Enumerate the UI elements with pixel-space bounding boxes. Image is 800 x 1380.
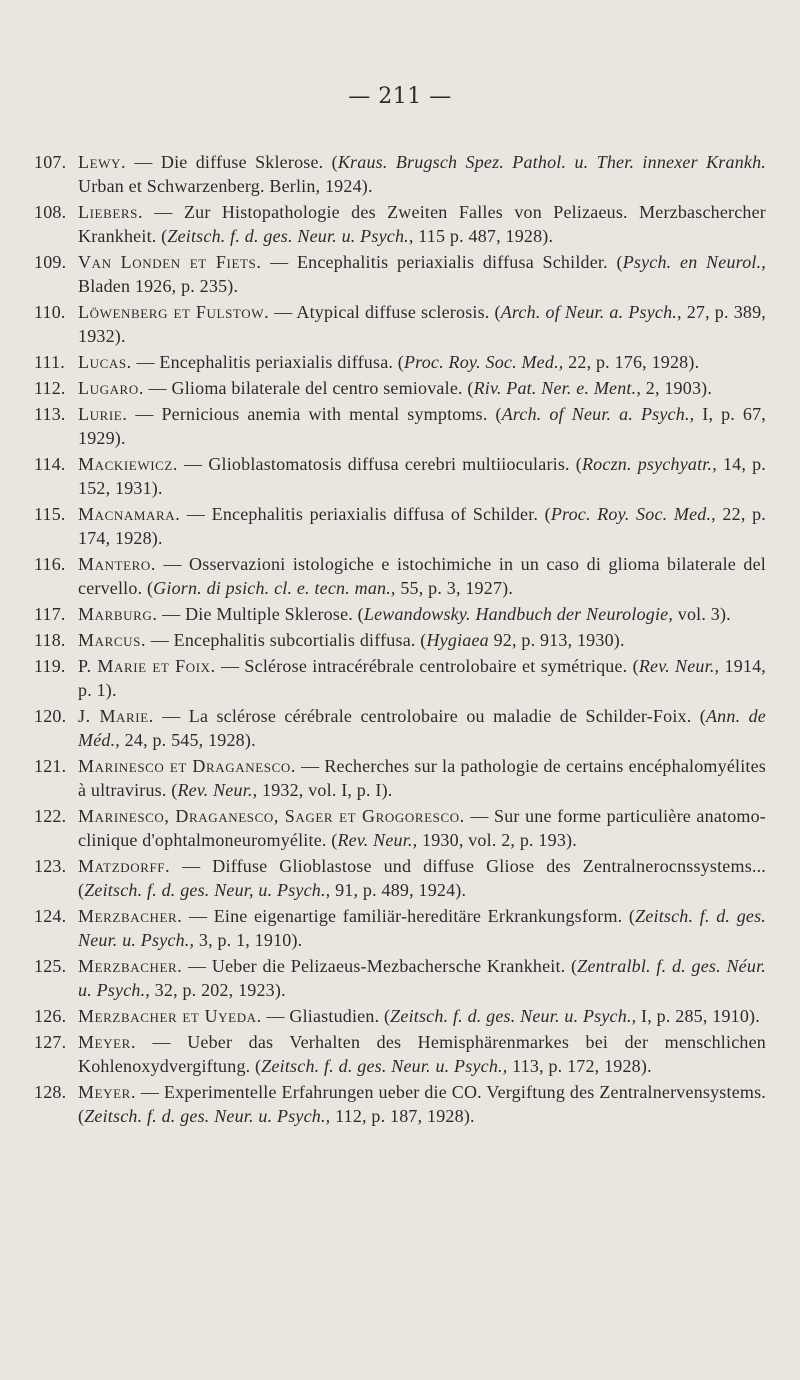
- reference-source: Zeitsch. f. d. ges. Neur. u. Psych.,: [390, 1006, 637, 1026]
- reference-title: — Encephalitis periaxialis diffusa of Schilder. (: [180, 504, 551, 524]
- reference-text: [78, 250, 766, 298]
- reference-author: Marinesco, Draganesco, Sager et Grogoresco.: [78, 806, 465, 826]
- reference-details: vol. 3).: [673, 604, 731, 624]
- reference-number: 118.: [34, 630, 66, 650]
- reference-details: Urban et Schwarzenberg. Berlin, 1924).: [78, 176, 373, 196]
- reference-title: — Experimentelle Erfahrungen ueber die CO. Vergiftung des Zentralnervensystems. (: [78, 1082, 766, 1126]
- reference-author: Mackiewicz.: [78, 454, 179, 474]
- reference-number: 124.: [34, 906, 67, 926]
- reference-number: 125.: [34, 956, 67, 976]
- reference-entry: [34, 954, 766, 1002]
- reference-source: Zeitsch. f. d. ges. Neur. u. Psych.,: [78, 906, 766, 950]
- reference-title: — La sclérose cérébrale centrolobaire ou maladie de Schilder-Foix. (: [153, 706, 706, 726]
- reference-details: I, p. 67, 1929).: [78, 404, 766, 448]
- reference-text: [78, 654, 766, 702]
- reference-number: 108.: [34, 202, 67, 222]
- reference-details: 2, 1903).: [641, 378, 713, 398]
- reference-author: Lurie.: [78, 404, 128, 424]
- reference-source: Giorn. di psich. cl. e. tecn. man.,: [153, 578, 396, 598]
- reference-author: Marcus.: [78, 630, 147, 650]
- reference-source: Ann. de Méd.,: [78, 706, 766, 750]
- reference-entry: [34, 552, 766, 600]
- reference-author: Lugaro.: [78, 378, 144, 398]
- reference-author: Meyer.: [78, 1032, 137, 1052]
- reference-text: [78, 502, 766, 550]
- reference-details: 1932, vol. I, p. I).: [257, 780, 393, 800]
- reference-details: 14, p. 152, 1931).: [78, 454, 766, 498]
- reference-text: [78, 854, 766, 902]
- reference-details: 22, p. 174, 1928).: [78, 504, 766, 548]
- reference-entry: [34, 502, 766, 550]
- reference-title: — Recherches sur la pathologie de certains encéphalomyélites à ultravirus. (: [78, 756, 766, 800]
- reference-author: Merzbacher.: [78, 956, 183, 976]
- reference-source: Proc. Roy. Soc. Med.,: [403, 352, 564, 372]
- reference-source: Lewandowsky. Handbuch der Neurologie,: [363, 604, 674, 624]
- reference-number: 112.: [34, 378, 66, 398]
- reference-number: 110.: [34, 302, 66, 322]
- reference-details: 27, p. 389, 1932).: [78, 302, 766, 346]
- reference-author: Liebers.: [78, 202, 144, 222]
- reference-source: Psych. en Neurol.,: [622, 252, 766, 272]
- reference-details: 113, p. 172, 1928).: [507, 1056, 652, 1076]
- reference-text: [78, 1030, 766, 1078]
- reference-author: Mantero.: [78, 554, 157, 574]
- reference-source: Arch. of Neur. a. Psych.,: [500, 302, 682, 322]
- reference-title: — Sur une forme particulière anatomo-clinique d'ophtalmoneuromyélite. (: [78, 806, 767, 850]
- reference-entry: [34, 1004, 766, 1028]
- reference-text: [78, 402, 766, 450]
- reference-list: [34, 150, 766, 1130]
- reference-text: [78, 602, 766, 626]
- reference-details: 55, p. 3, 1927).: [395, 578, 514, 598]
- reference-author: Merzbacher et Uyeda.: [78, 1006, 262, 1026]
- reference-entry: [34, 402, 766, 450]
- reference-author: Merzbacher.: [78, 906, 183, 926]
- reference-text: [78, 350, 766, 374]
- reference-author: J. Marie.: [78, 706, 154, 726]
- reference-title: — Diffuse Glioblastose und diffuse Gliose des Zentralnerocnssystems... (: [78, 856, 766, 900]
- reference-source: Zeitsch. f. d. ges. Neur. u. Psych.,: [261, 1056, 508, 1076]
- reference-title: — Zur Histopathologie des Zweiten Falles von Pelizaeus. Merzbaschercher Krankheit. (: [78, 202, 766, 246]
- reference-details: Bladen 1926, p. 235).: [78, 276, 239, 296]
- reference-entry: [34, 200, 766, 248]
- reference-title: — Gliastudien. (: [261, 1006, 391, 1026]
- reference-text: [78, 954, 766, 1002]
- reference-number: 114.: [34, 454, 66, 474]
- reference-details: 22, p. 176, 1928).: [563, 352, 700, 372]
- reference-number: 122.: [34, 806, 67, 826]
- reference-details: 1914, p. 1).: [78, 656, 766, 700]
- reference-author: Marburg.: [78, 604, 158, 624]
- reference-number: 113.: [34, 404, 66, 424]
- reference-author: Marinesco et Draganesco.: [78, 756, 296, 776]
- reference-text: [78, 300, 766, 348]
- reference-title: — Eine eigenartige familiär-hereditäre Erkrankungsform. (: [182, 906, 636, 926]
- reference-details: 112, p. 187, 1928).: [330, 1106, 475, 1126]
- reference-source: Proc. Roy. Soc. Med.,: [550, 504, 716, 524]
- reference-title: — Encephalitis periaxialis diffusa. (: [131, 352, 404, 372]
- page-number: — 211 —: [348, 84, 452, 109]
- reference-entry: [34, 300, 766, 348]
- reference-number: 128.: [34, 1082, 67, 1102]
- reference-source: Zeitsch. f. d. ges. Neur, u. Psych.,: [84, 880, 331, 900]
- reference-number: 115.: [34, 504, 66, 524]
- reference-text: [78, 804, 766, 852]
- reference-details: 115 p. 487, 1928).: [413, 226, 554, 246]
- reference-text: [78, 628, 766, 652]
- reference-source: Roczn. psychyatr.,: [581, 454, 717, 474]
- reference-source: Rev. Neur.,: [337, 830, 418, 850]
- reference-entry: [34, 350, 766, 374]
- reference-author: P. Marie et Foix.: [78, 656, 216, 676]
- reference-source: Kraus. Brugsch Spez. Pathol. u. Ther. innexer Krankh.: [337, 152, 766, 172]
- reference-entry: [34, 250, 766, 298]
- reference-text: [78, 150, 766, 198]
- reference-text: [78, 754, 766, 802]
- reference-entry: [34, 904, 766, 952]
- reference-entry: [34, 754, 766, 802]
- reference-author: Matzdorff.: [78, 856, 171, 876]
- reference-text: [78, 552, 766, 600]
- reference-title: — Encephalitis subcortialis diffusa. (: [146, 630, 427, 650]
- reference-title: — Sclérose intracérébrale centrolobaire et symétrique. (: [215, 656, 639, 676]
- reference-title: — Pernicious anemia with mental symptoms. (: [127, 404, 502, 424]
- reference-entry: [34, 1080, 766, 1128]
- reference-source: Zentralbl. f. d. ges. Néur. u. Psych.,: [78, 956, 766, 1000]
- reference-source: Hygiaea: [426, 630, 489, 650]
- reference-entry: [34, 654, 766, 702]
- reference-title: — Ueber das Verhalten des Hemisphärenmarkes bei der menschlichen Kohlenoxydvergiftung. (: [78, 1032, 766, 1076]
- reference-entry: [34, 1030, 766, 1078]
- reference-text: [78, 376, 766, 400]
- reference-source: Zeitsch. f. d. ges. Neur. u. Psych.,: [167, 226, 414, 246]
- reference-number: 120.: [34, 706, 67, 726]
- reference-details: 24, p. 545, 1928).: [119, 730, 256, 750]
- reference-source: Arch. of Neur. a. Psych.,: [501, 404, 695, 424]
- reference-entry: [34, 150, 766, 198]
- reference-number: 127.: [34, 1032, 67, 1052]
- reference-title: — Die diffuse Sklerose. (: [126, 152, 338, 172]
- reference-number: 117.: [34, 604, 66, 624]
- reference-number: 123.: [34, 856, 67, 876]
- reference-title: — Ueber die Pelizaeus-Mezbachersche Krankheit. (: [182, 956, 578, 976]
- reference-title: — Glioma bilaterale del centro semiovale. (: [143, 378, 474, 398]
- reference-entry: [34, 602, 766, 626]
- reference-details: I, p. 285, 1910).: [636, 1006, 760, 1026]
- reference-details: 32, p. 202, 1923).: [149, 980, 286, 1000]
- reference-number: 121.: [34, 756, 67, 776]
- reference-title: — Die Multiple Sklerose. (: [157, 604, 364, 624]
- reference-entry: [34, 804, 766, 852]
- reference-text: [78, 1004, 766, 1028]
- reference-text: [78, 452, 766, 500]
- reference-number: 111.: [34, 352, 65, 372]
- reference-text: [78, 904, 766, 952]
- reference-number: 109.: [34, 252, 67, 272]
- reference-author: Macnamara.: [78, 504, 181, 524]
- reference-author: Meyer.: [78, 1082, 137, 1102]
- reference-entry: [34, 376, 766, 400]
- reference-details: 91, p. 489, 1924).: [330, 880, 467, 900]
- reference-title: — Atypical diffuse sclerosis. (: [269, 302, 501, 322]
- reference-text: [78, 704, 766, 752]
- reference-source: Rev. Neur.,: [177, 780, 258, 800]
- reference-number: 116.: [34, 554, 66, 574]
- reference-title: — Glioblastomatosis diffusa cerebri multiiocularis. (: [178, 454, 582, 474]
- reference-source: Zeitsch. f. d. ges. Neur. u. Psych.,: [84, 1106, 331, 1126]
- reference-details: 3, p. 1, 1910).: [194, 930, 303, 950]
- reference-entry: [34, 854, 766, 902]
- reference-source: Riv. Pat. Ner. e. Ment.,: [473, 378, 642, 398]
- reference-entry: [34, 452, 766, 500]
- reference-text: [78, 200, 766, 248]
- reference-title: — Encephalitis periaxialis diffusa Schilder. (: [261, 252, 623, 272]
- reference-author: Van Londen et Fiets.: [78, 252, 262, 272]
- reference-entry: [34, 704, 766, 752]
- reference-author: Lucas.: [78, 352, 132, 372]
- reference-number: 126.: [34, 1006, 67, 1026]
- reference-author: Lewy.: [78, 152, 127, 172]
- reference-entry: [34, 628, 766, 652]
- reference-title: — Osservazioni istologiche e istochimiche in un caso di glioma bilaterale del cervello. (: [78, 554, 766, 598]
- reference-number: 107.: [34, 152, 67, 172]
- reference-details: 1930, vol. 2, p. 193).: [417, 830, 577, 850]
- reference-author: Löwenberg et Fulstow.: [78, 302, 270, 322]
- reference-source: Rev. Neur.,: [638, 656, 720, 676]
- reference-number: 119.: [34, 656, 66, 676]
- reference-text: [78, 1080, 766, 1128]
- reference-details: 92, p. 913, 1930).: [488, 630, 625, 650]
